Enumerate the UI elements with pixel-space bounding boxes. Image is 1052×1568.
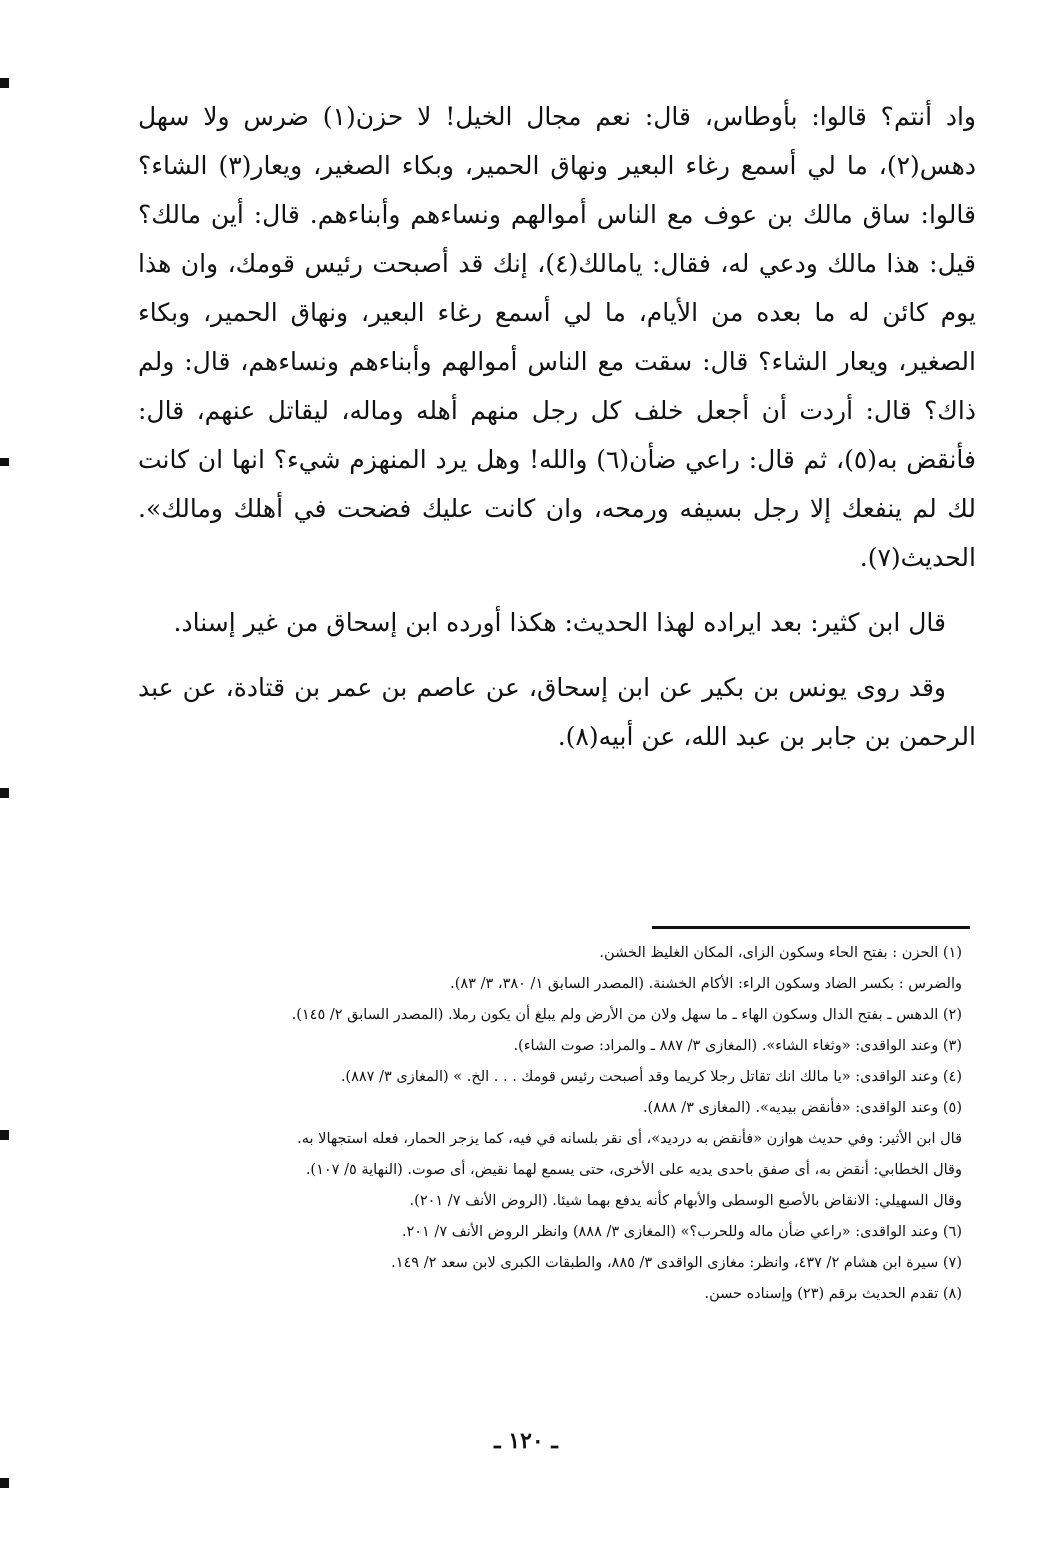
footnotes [150, 938, 962, 1310]
footnote: وقال الخطابي: أنقض به، أى صفق باحدى يديه على الأخرى، حتى يسمع لهما نقيض، أى صوت. (النهاية ٥/ ١٠٧). [305, 1162, 962, 1178]
paragraph: قال ابن كثير: بعد ايراده لهذا الحديث: هكذا أورده ابن إسحاق من غير إسناد. [173, 608, 946, 637]
paragraph: وقد روى يونس بن بكير عن ابن إسحاق، عن عاصم بن عمر بن قتادة، عن عبد الرحمن بن جابر بن عبد الله، عن أبيه(٨). [138, 673, 976, 751]
footnote: (٨) تقدم الحديث برقم (٢٣) وإسناده حسن. [704, 1286, 962, 1302]
page-number: ـ ١٢٠ ـ [494, 1428, 558, 1454]
footnote: (٥) وعند الواقدى: «فأنقض بيديه». (المغازى ٣/ ٨٨٨). [642, 1100, 962, 1116]
footnote: (٧) سيرة ابن هشام ٢/ ٤٣٧، وانظر: مغازى الواقدى ٣/ ٨٨٥، والطبقات الكبرى لابن سعد ٢/ ١٤٩. [391, 1255, 962, 1271]
scan-edge-mark [0, 1130, 9, 1140]
footnote: وقال السهيلي: الانقاض بالأصبع الوسطى والأبهام كأنه يدفع بهما شيئا. (الروض الأنف ٧/ ٢٠١). [409, 1193, 962, 1209]
scan-edge-mark [0, 78, 9, 88]
footnote: (١) الحزن : بفتح الحاء وسكون الزاى، المكان الغليظ الخشن. [599, 945, 962, 961]
scan-edge-mark [0, 1478, 9, 1488]
footnote: (٤) وعند الواقدى: «يا مالك انك تقاتل رجلا كريما وقد أصبحت رئيس قومك . . . الخ. » (المغازى ٣/ ٨٨٧). [340, 1069, 962, 1085]
footnote: والضرس : بكسر الضاد وسكون الراء: الأكام الخشنة. (المصدر السابق ١/ ٣٨٠، ٣/ ٨٣). [450, 976, 962, 992]
footnote: (٣) وعند الواقدى: «وثغاء الشاء». (المغازى ٣/ ٨٨٧ ـ والمراد: صوت الشاء). [513, 1038, 962, 1054]
paragraph: واد أنتم؟ قالوا: بأوطاس، قال: نعم مجال الخيل! لا حزن(١) ضرس ولا سهل دهس(٢)، ما لي أسمع رغاء البعير ونهاق الحمير، وبكاء الصغير، ويعار(٣) الشاء؟ قالوا: ساق مالك بن عوف مع الناس أموالهم ونساءهم وأبناءهم. قال: أين مالك؟ قيل: هذا مالك ودعي له، فقال: يامالك(٤)، إنك قد أصبحت رئيس قومك، وان هذا يوم كائن له ما بعده من الأيام، ما لي أسمع رغاء البعير، ونهاق الحمير، وبكاء الصغير، ويعار الشاء؟ قال: سقت مع الناس أموالهم وأبناءهم ونساءهم، قال: ولم ذاك؟ قال: أردت أن أجعل خلف كل رجل منهم أهله وماله، ليقاتل عنهم، قال: فأنقض به(٥)، ثم قال: راعي ضأن(٦) والله! وهل يرد المنهزم شيء؟ انها ان كانت لك لم ينفعك إلا رجل بسيفه ورمحه، وان كانت عليك فضحت في أهلك ومالك». الحديث(٧). [138, 102, 977, 572]
footnote: (٦) وعند الواقدى: «راعي ضأن ماله وللحرب؟» (المغازى ٣/ ٨٨٨) وانظر الروض الأنف ٧/ ٢٠١. [401, 1224, 962, 1240]
footnote: (٢) الدهس ـ بفتح الدال وسكون الهاء ـ ما سهل ولان من الأرض ولم يبلغ أن يكون رملا. (المصدر السابق ٢/ ١٤٥). [291, 1007, 962, 1023]
scan-edge-mark [0, 458, 9, 466]
footnote-separator [652, 926, 970, 929]
main-text [138, 92, 976, 777]
scan-edge-mark [0, 788, 9, 798]
footnote: قال ابن الأثير: وفي حديث هوازن «فأنقض به درديد»، أى نقر بلسانه في فيه، كما يزجر الحمار، فعله استجهالا به. [297, 1131, 962, 1147]
